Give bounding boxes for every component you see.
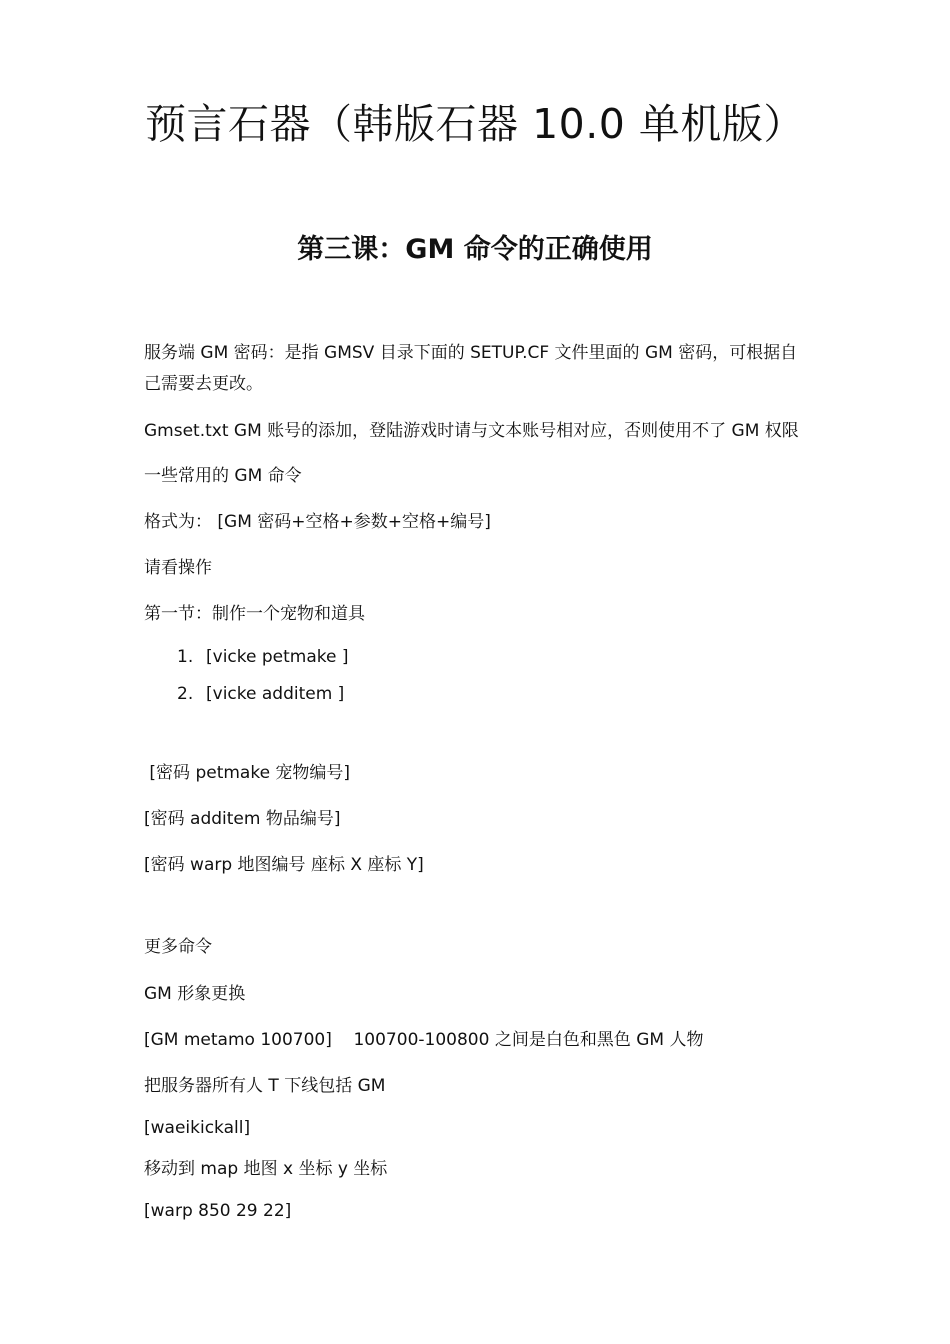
page-title: 预言石器（韩版石器 10.0 单机版） bbox=[145, 100, 805, 148]
kickall-command: [waeikickall] bbox=[144, 1118, 251, 1138]
list-text: [vicke petmake ] bbox=[206, 647, 349, 667]
section-one-heading: 第一节：制作一个宠物和道具 bbox=[144, 604, 365, 624]
gmset-paragraph: Gmset.txt GM 账号的添加，登陆游戏时请与文本账号相对应，否则使用不了 GM 权限 bbox=[144, 421, 799, 441]
more-commands-text: 更多命令 bbox=[144, 937, 212, 957]
list-text: [vicke additem ] bbox=[206, 684, 345, 704]
common-commands-text: 一些常用的 GM 命令 bbox=[144, 466, 302, 486]
gm-appearance-text: GM 形象更换 bbox=[144, 984, 246, 1004]
see-operation-text: 请看操作 bbox=[144, 558, 212, 578]
warp-example-command: [warp 850 29 22] bbox=[144, 1201, 292, 1221]
warp-command: [密码 warp 地图编号 座标 X 座标 Y] bbox=[144, 855, 424, 875]
lesson-heading: 第三课：GM 命令的正确使用 bbox=[297, 234, 653, 265]
additem-command: [密码 additem 物品编号] bbox=[144, 809, 341, 829]
list-number: 1. bbox=[177, 647, 194, 667]
kick-all-description: 把服务器所有人 T 下线包括 GM bbox=[144, 1076, 386, 1096]
petmake-command: [密码 petmake 宠物编号] bbox=[144, 763, 351, 783]
list-item bbox=[177, 643, 349, 671]
list-number: 2. bbox=[177, 684, 194, 704]
list-item bbox=[177, 680, 344, 708]
format-text: 格式为： [GM 密码+空格+参数+空格+编号] bbox=[144, 512, 491, 532]
gm-password-paragraph: 服务端 GM 密码：是指 GMSV 目录下面的 SETUP.CF 文件里面的 GM 密码，可根据自己需要去更改。 bbox=[144, 343, 798, 394]
move-map-description: 移动到 map 地图 x 坐标 y 坐标 bbox=[144, 1159, 388, 1179]
metamo-command: [GM metamo 100700] 100700-100800 之间是白色和黑色 GM 人物 bbox=[144, 1030, 704, 1050]
